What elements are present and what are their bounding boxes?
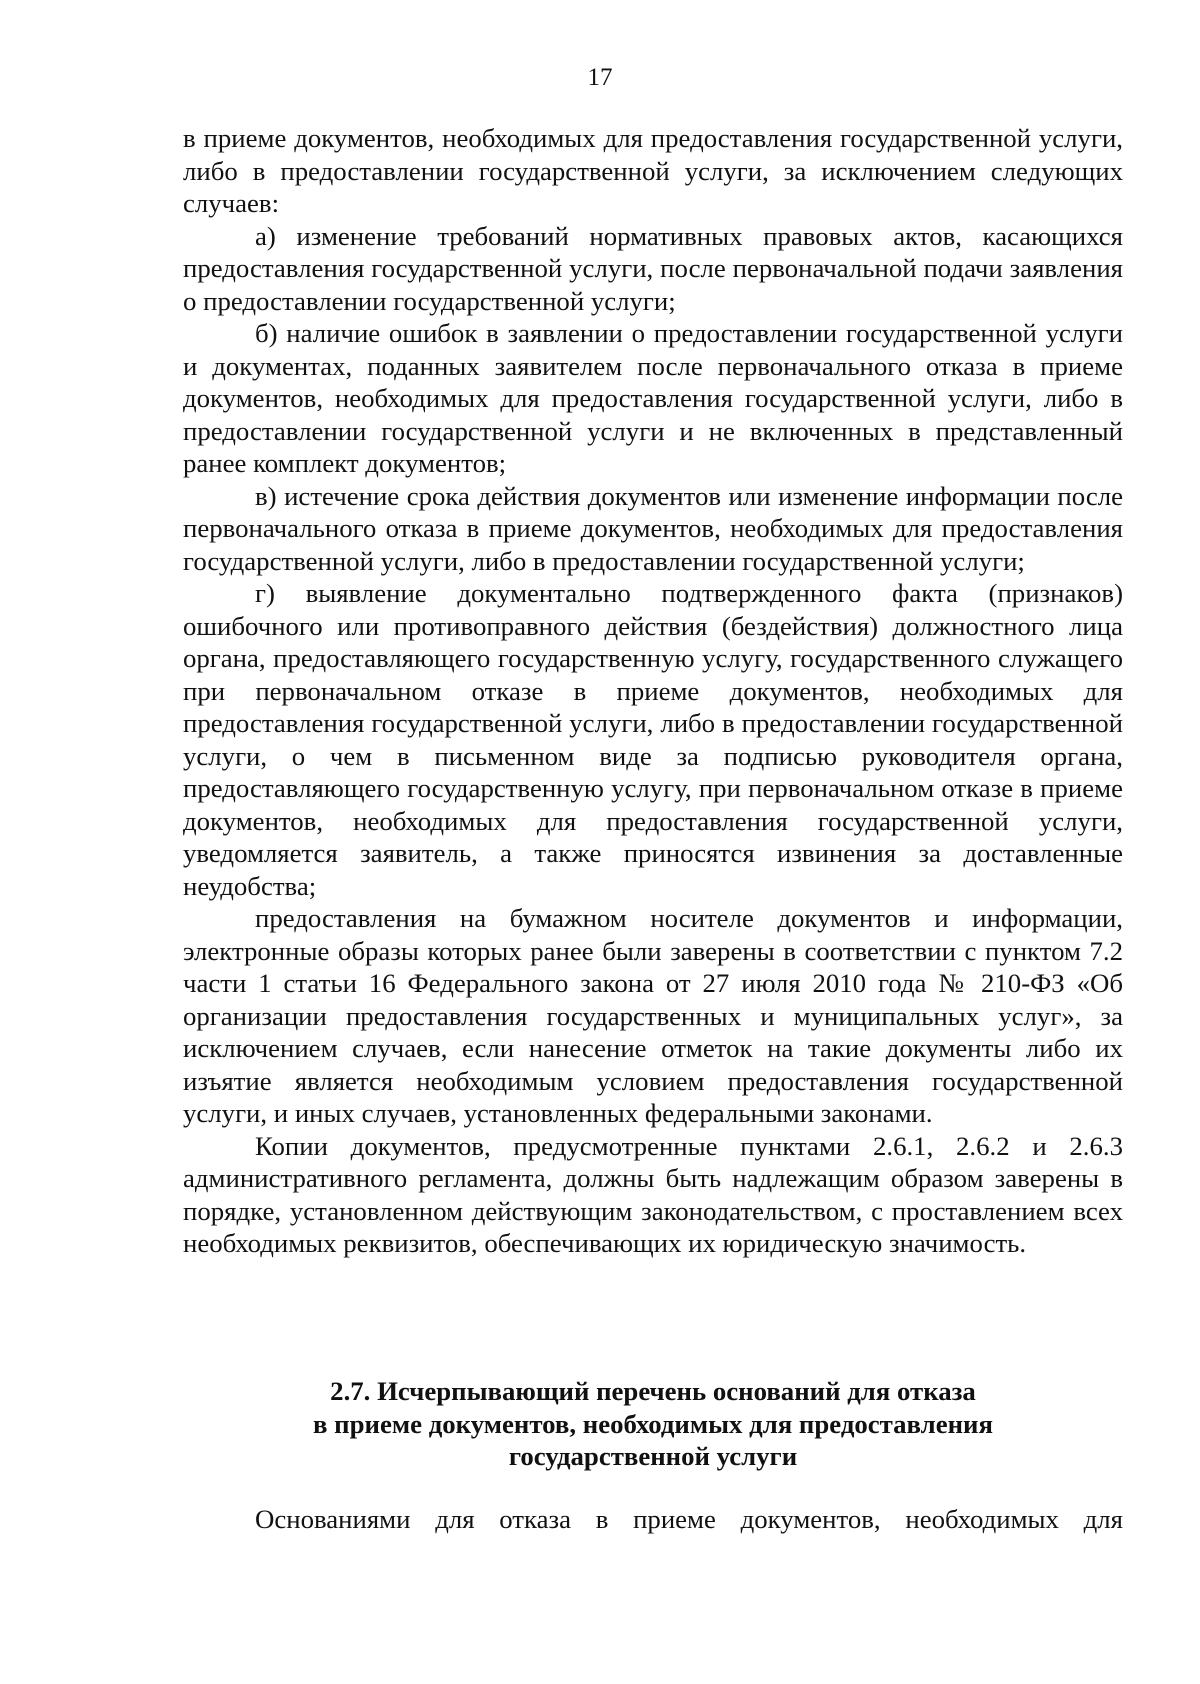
section-heading <box>183 1375 1123 1473</box>
paragraph-continued: Основаниями для отказа в приеме документов, необходимых для <box>255 1504 1123 1534</box>
section-heading-line: в приеме документов, необходимых для предоставления <box>313 1408 993 1439</box>
document-body <box>183 122 1123 1260</box>
paragraph: предоставления на бумажном носителе документов и информации, электронные образы которых ранее были заверены в соответствии с пунктом 7.2 части 1 статьи 16 Федерального закона от 27 июля 2010 года № 210-ФЗ «Об организации предоставления государственных и муниципальных услуг», за исключением случаев, если нанесение отметок на такие документы либо их изъятие является необходимым условием предоставления государственной услуги, и иных случаев, установленных федеральными законами. <box>183 903 1123 1128</box>
paragraph: в приеме документов, необходимых для предоставления государственной услуги, либо в предоставлении государственной услуги, за исключением следующих случаев: <box>183 123 1123 218</box>
paragraph: в) истечение срока действия документов или изменение информации после первоначального отказа в приеме документов, необходимых для предоставления государственной услуги, либо в предоставлении государственной услуги; <box>183 480 1123 576</box>
paragraph: а) изменение требований нормативных правовых актов, касающихся предоставления государственной услуги, после первоначальной подачи заявления о предоставлении государственной услуги; <box>183 220 1123 316</box>
section-heading-line: государственной услуги <box>508 1441 798 1471</box>
page-number: 17 <box>587 64 613 91</box>
paragraph: Копии документов, предусмотренные пунктами 2.6.1, 2.6.2 и 2.6.3 административного регламента, должны быть надлежащим образом заверены в порядке, установленном действующим законодательством, с проставлением всех необходимых реквизитов, обеспечивающих их юридическую значимость. <box>183 1130 1123 1258</box>
paragraph: б) наличие ошибок в заявлении о предоставлении государственной услуги и документах, поданных заявителем после первоначального отказа в приеме документов, необходимых для предоставления государственной услуги, либо в предоставлении государственной услуги и не включенных в представленный ранее комплект документов; <box>183 318 1123 478</box>
paragraph: г) выявление документально подтвержденного факта (признаков) ошибочного или противоправного действия (бездействия) должностного лица органа, предоставляющего государственную услугу, государственного служащего при первоначальном отказе в приеме документов, необходимых для предоставления государственной услуги, либо в предоставлении государственной услуги, о чем в письменном виде за подписью руководителя органа, предоставляющего государственную услугу, при первоначальном отказе в приеме документов, необходимых для предоставления государственной услуги, уведомляется заявитель, а также приносятся извинения за доставленные неудобства; <box>183 578 1123 901</box>
section-heading-line: 2.7. Исчерпывающий перечень оснований для отказа <box>330 1376 976 1406</box>
